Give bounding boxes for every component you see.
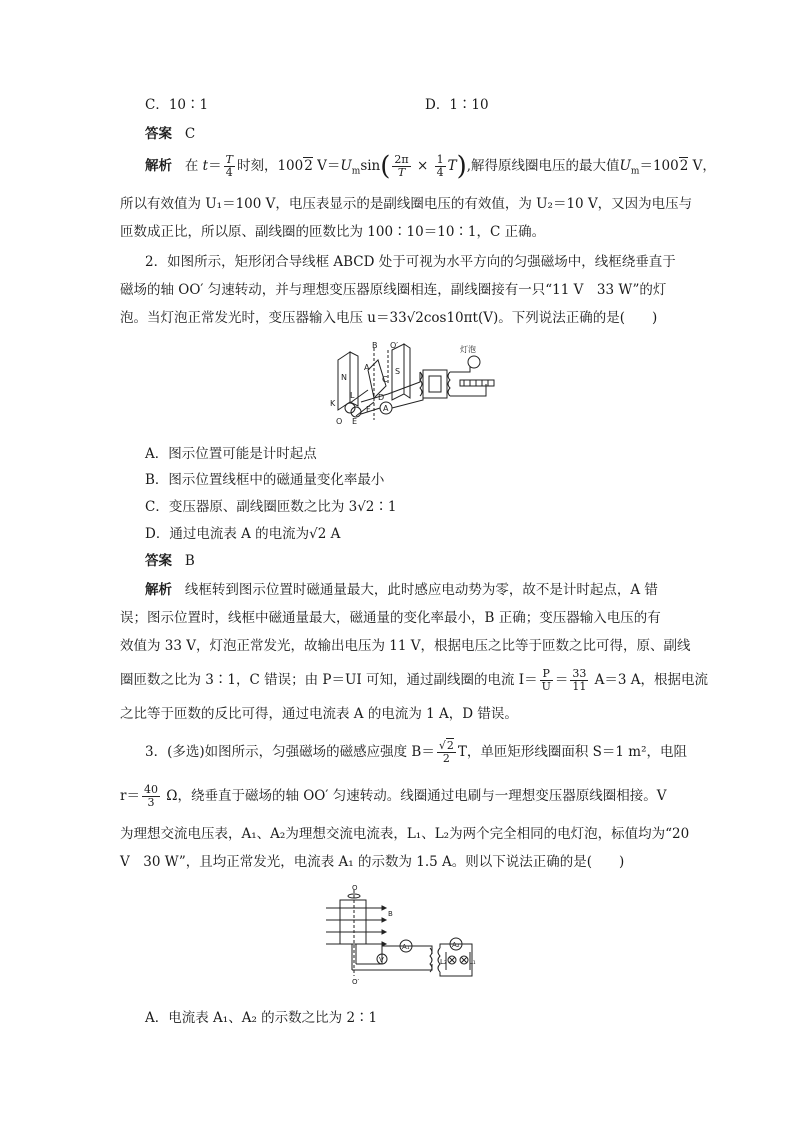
answer-label: 答案	[145, 553, 172, 569]
text: V，	[688, 158, 716, 174]
q2-option-c: C．变压器原、副线圈匝数之比为 3√2∶1	[145, 499, 397, 515]
answer-value: C	[184, 126, 196, 142]
fig3-label-v: V	[379, 956, 384, 964]
frac-num: 33	[572, 667, 587, 680]
frac-den: U	[541, 680, 551, 693]
q2-solution-line4	[120, 668, 708, 693]
fig2-label-f: F	[366, 405, 371, 414]
fig3-label-o: O	[352, 884, 358, 892]
q3-stem-line1: 3．(多选)如图所示，匀强磁场的磁感应强度 B＝ $\frac{√2}{2}$ T，单匝矩形线圈面积 S＝1 m²，电阻	[145, 739, 687, 765]
q2-stem-line3: 泡。当灯泡正常发光时，变压器输入电压 u＝33√2cos10πt(V)。下列说法正确的是( )	[120, 310, 658, 326]
fig2-label-op: O′	[390, 341, 399, 350]
q1-solution-line3: 匝数成正比，所以原、副线圈的匝数比为 100∶10＝10∶1，C 正确。	[120, 224, 546, 240]
frac-den: 2	[442, 752, 450, 765]
q3-stem-line4: V 30 W”，且均正常发光，电流表 A₁ 的示数为 1.5 A。则以下说法正确的是( )	[120, 854, 625, 870]
q2-solution-line3: 效值为 33 V，灯泡正常发光，故输出电压为 11 V，根据电压之比等于匝数之比可得，原、副线	[120, 638, 691, 654]
fig2-label-o: O	[336, 417, 343, 426]
fig2-label-n: N	[341, 373, 347, 382]
q1-solution-line2: 所以有效值为 U₁＝100 V，电压表显示的是副线圈电压的有效值，为 U₂＝10 V，又因为电压与	[120, 196, 693, 212]
text: ＝100	[639, 158, 679, 174]
fig2-label-s: S	[395, 367, 401, 376]
text: V＝	[312, 158, 341, 174]
fig3-label-b: B	[388, 910, 393, 918]
fig2-label-e: E	[352, 417, 358, 426]
text: T，单匝矩形线圈面积 S＝1 m²，电阻	[457, 744, 687, 760]
text: ＝	[554, 672, 569, 688]
q3-stem-line3: 为理想交流电压表，A₁、A₂为理想交流电流表，L₁、L₂为两个完全相同的电灯泡，标值均为“20	[120, 826, 690, 842]
q2-option-d: D．通过电流表 A 的电流为√2 A	[145, 526, 341, 542]
text: 线框转到图示位置时磁通量最大，此时感应电动势为零，故不是计时起点，A 错	[184, 582, 658, 598]
q2-solution-line2: 误；图示位置时，线框中磁通量最大，磁通量的变化率最小，B 正确；变压器输入电压的有	[120, 610, 661, 626]
text: sin	[360, 158, 381, 174]
text: Ω，绕垂直于磁场的轴 OO′ 匀速转动。线圈通过电刷与一理想变压器原线圈相接。V	[161, 788, 667, 804]
fig2-label-a: A	[364, 363, 370, 372]
q1-option-d: D．1∶10	[425, 97, 489, 113]
text: 在	[184, 158, 199, 174]
answer-label: 答案	[145, 126, 172, 142]
frac-num: 40	[143, 783, 158, 796]
fig2-label-meter: A	[383, 404, 389, 413]
fig2-label-d: D	[378, 393, 385, 402]
frac-num: P	[540, 668, 553, 681]
q2-solution-line5: 之比等于匝数的反比可得，通过电流表 A 的电流为 1 A，D 错误。	[120, 706, 518, 722]
q3-stem-line2	[120, 784, 666, 809]
q2-figure-generator-transformer	[328, 340, 498, 426]
fig3-label-l1: L₁	[469, 958, 476, 966]
q2-stem-line2: 磁场的轴 OO′ 匀速转动，并与理想变压器原线圈相连，副线圈接有一只“11 V 33 W”的灯	[120, 282, 667, 298]
frac-den: 11	[572, 680, 587, 693]
answer-value: B	[184, 553, 195, 569]
fraction-t-over-4: $\frac{T}{4}$	[225, 153, 233, 179]
q3-option-a: A．电流表 A₁、A₂ 的示数之比为 2∶1	[145, 1010, 378, 1026]
q2-option-b: B．图示位置线框中的磁通量变化率最小	[145, 472, 385, 488]
text: 时刻，100	[236, 158, 304, 174]
q2-option-a: A．图示位置可能是计时起点	[145, 446, 317, 462]
q1-answer	[145, 124, 195, 144]
q1-solution-line1: 解析 在 t＝ $\frac{T}{4}$ 时刻，1002 $V=U_m\sin$( $\frac{2\pi}{T}$ × $\frac{1}{4}$ T),解得原线圈电压的最大值$U_m=1002$ V，	[145, 151, 716, 182]
text: 圈匝数之比为 3∶1，C 错误；由 P＝UI 可知，通过副线圈的电流 I＝	[120, 672, 538, 688]
q2-answer	[145, 551, 195, 571]
fig2-label-l: L	[350, 391, 355, 400]
text: r＝	[120, 788, 140, 804]
text: ,解得原线圈电压的最大值	[466, 158, 620, 174]
q1-option-c: C．10∶1	[145, 97, 209, 113]
fig3-label-a2: A₂	[452, 941, 460, 949]
frac-num: 2	[446, 739, 454, 752]
fig2-label-c: C	[382, 375, 388, 384]
fig2-label-bulb: 灯泡	[460, 345, 476, 354]
fig3-label-l2: L₂	[440, 958, 447, 966]
q3-figure-coil-transformer	[322, 884, 482, 994]
analysis-label: 解析	[145, 582, 172, 598]
q2-stem-line1: 2．如图所示，矩形闭合导线框 ABCD 处于可视为水平方向的匀强磁场中，线框绕垂直于	[145, 254, 676, 270]
text: A＝3 A，根据电流	[590, 672, 709, 688]
frac-den: 3	[147, 796, 155, 809]
q2-solution-line1	[145, 580, 658, 600]
fig2-label-k: K	[330, 399, 336, 408]
fig3-label-op: O′	[352, 978, 360, 986]
analysis-label: 解析	[145, 158, 172, 174]
fig3-label-a1: A₁	[402, 943, 410, 951]
text: 3．(多选)如图所示，匀强磁场的磁感应强度 B＝	[145, 744, 435, 760]
fig2-label-b: B	[372, 341, 378, 350]
